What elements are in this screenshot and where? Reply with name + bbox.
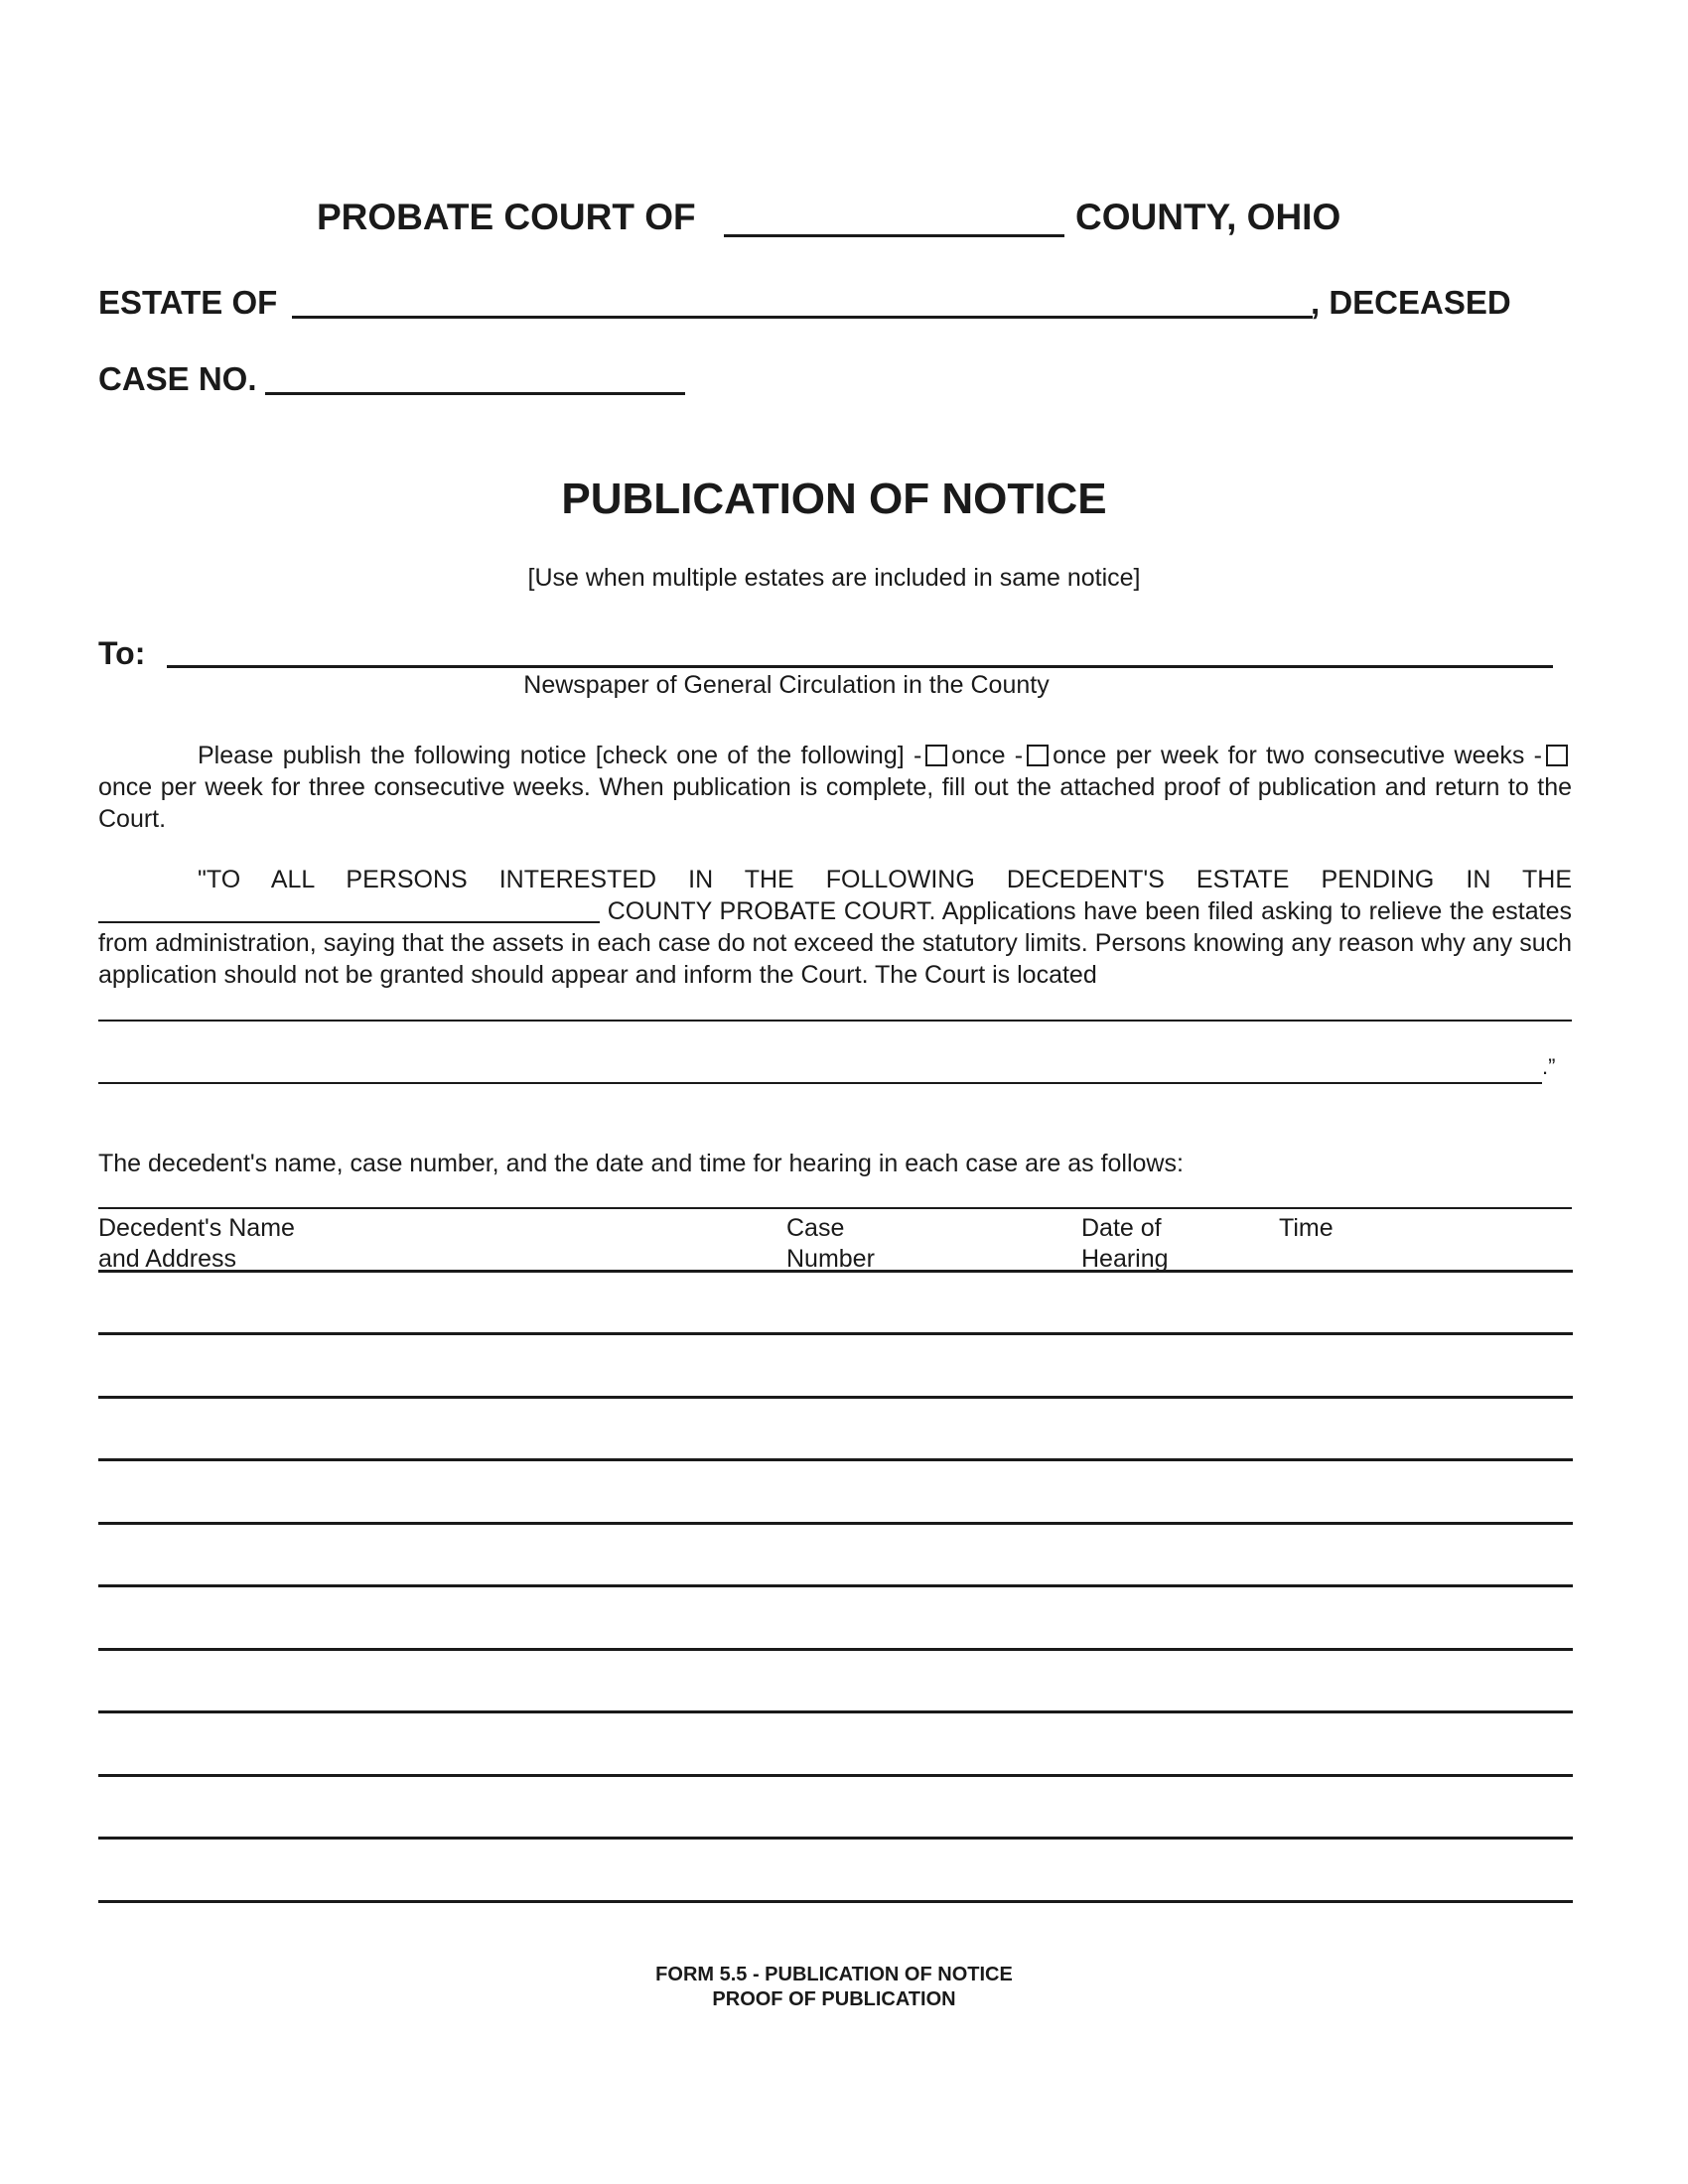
col-header-line: Date of bbox=[1081, 1214, 1162, 1242]
notice-county-field[interactable] bbox=[98, 897, 600, 923]
footer-subtitle: PROOF OF PUBLICATION bbox=[712, 1988, 956, 2010]
court-suffix: COUNTY, OHIO bbox=[1075, 197, 1341, 237]
table-row[interactable] bbox=[98, 1648, 1573, 1651]
table-row[interactable] bbox=[98, 1710, 1573, 1713]
checkbox-three-weeks[interactable] bbox=[1546, 745, 1568, 766]
col-header-time bbox=[1279, 1213, 1334, 1244]
page-title: PUBLICATION OF NOTICE bbox=[561, 475, 1107, 523]
case-label: CASE NO. bbox=[98, 360, 257, 397]
to-label: To: bbox=[98, 635, 146, 671]
checkbox-once[interactable] bbox=[925, 745, 947, 766]
checkbox-two-weeks[interactable] bbox=[1027, 745, 1049, 766]
table-intro: The decedent's name, case number, and the date and time for hearing in each case are as follows: bbox=[98, 1150, 1184, 1177]
col-header-line: and Address bbox=[98, 1245, 236, 1273]
deceased-label: , DECEASED bbox=[1311, 284, 1511, 321]
table-row[interactable] bbox=[98, 1522, 1573, 1525]
closing-quote: .” bbox=[1542, 1054, 1556, 1079]
col-header-case bbox=[786, 1213, 875, 1275]
court-location-line-2[interactable] bbox=[98, 1082, 1542, 1084]
col-header-line: Hearing bbox=[1081, 1245, 1169, 1273]
col-header-line: Number bbox=[786, 1245, 875, 1273]
case-number-field[interactable] bbox=[265, 392, 685, 395]
col-header-line: Case bbox=[786, 1214, 845, 1242]
estate-label: ESTATE OF bbox=[98, 284, 278, 321]
estate-name-field[interactable] bbox=[292, 316, 1313, 319]
subtitle: [Use when multiple estates are included in same notice] bbox=[527, 564, 1141, 592]
notice-paragraph bbox=[98, 895, 1572, 991]
table-row[interactable] bbox=[98, 1332, 1573, 1335]
option-three-weeks-label: once per week for three consecutive weeks. When publication is complete, fill out the attached proof of publication and return to the Court. bbox=[98, 773, 1572, 833]
col-header-name bbox=[98, 1213, 295, 1275]
col-header-line: Decedent's Name bbox=[98, 1214, 295, 1242]
table-row[interactable] bbox=[98, 1837, 1573, 1840]
table-row[interactable] bbox=[98, 1458, 1573, 1461]
option-once-label: once - bbox=[951, 742, 1024, 769]
table-header-rule bbox=[98, 1270, 1573, 1273]
table-top-rule bbox=[98, 1207, 1572, 1209]
newspaper-caption: Newspaper of General Circulation in the County bbox=[523, 671, 1050, 699]
instructions-text: Please publish the following notice [check one of the following] - bbox=[198, 742, 922, 769]
col-header-line: Time bbox=[1279, 1214, 1334, 1242]
county-field[interactable] bbox=[724, 234, 1064, 237]
footer-form-id: FORM 5.5 - PUBLICATION OF NOTICE bbox=[655, 1964, 1013, 1985]
table-row[interactable] bbox=[98, 1396, 1573, 1399]
col-header-date bbox=[1081, 1213, 1169, 1275]
table-row[interactable] bbox=[98, 1774, 1573, 1777]
newspaper-field[interactable] bbox=[167, 665, 1553, 668]
instructions-paragraph bbox=[98, 740, 1572, 835]
notice-line-1: "TO ALL PERSONS INTERESTED IN THE FOLLOWING DECEDENT'S ESTATE PENDING IN THE bbox=[198, 866, 1572, 893]
option-two-weeks-label: once per week for two consecutive weeks - bbox=[1053, 742, 1542, 769]
table-row[interactable] bbox=[98, 1584, 1573, 1587]
notice-text: COUNTY PROBATE COURT. Applications have been filed asking to relieve the estates from administration, saying that the assets in each case do not exceed the statutory limits. Persons knowing any reason why any such application should not be granted should appear and inform the Court. The Court is located bbox=[98, 897, 1573, 989]
table-row[interactable] bbox=[98, 1900, 1573, 1903]
court-prefix: PROBATE COURT OF bbox=[317, 197, 696, 237]
court-location-line-1[interactable] bbox=[98, 1020, 1572, 1022]
